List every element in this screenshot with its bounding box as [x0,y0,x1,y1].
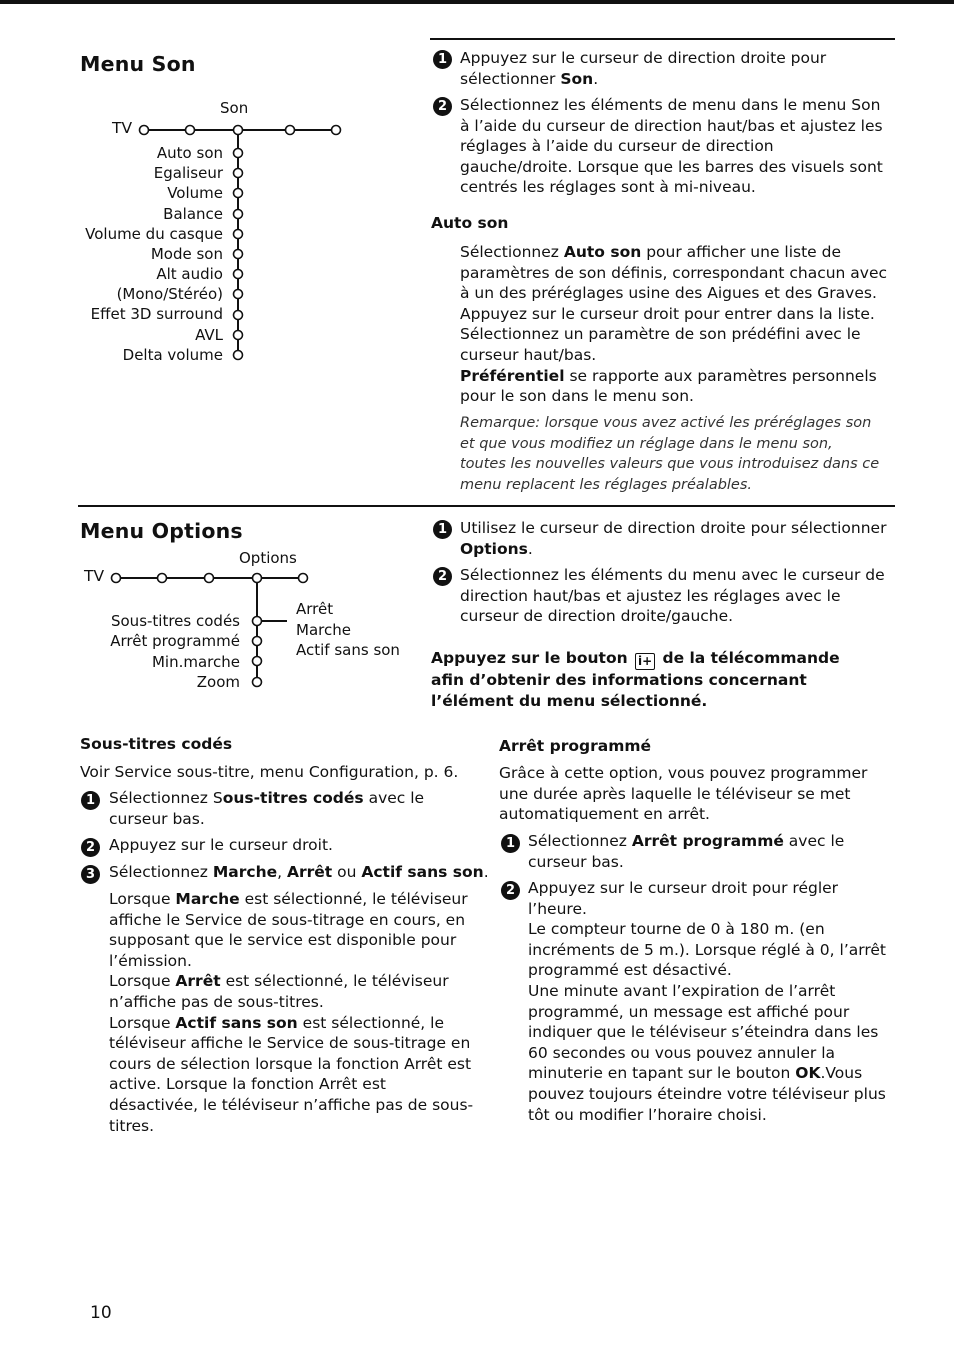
step-number-3: 3 [81,865,100,884]
son-item: Volume [167,184,223,202]
auto-son-heading: Auto son [431,214,509,232]
info-button-icon: i+ [635,653,655,670]
son-item: Alt audio [156,265,223,283]
options-sub-option: Actif sans son [296,641,400,659]
son-item: Egaliseur [153,164,223,182]
sous-titres-step1: Sélectionnez Sous-titres codés avec le curseur bas. [109,789,425,828]
step-number-2: 2 [433,97,452,116]
page-number: 10 [90,1303,112,1323]
son-tv-label: TV [112,119,133,137]
son-menu-label: Son [220,99,249,117]
auto-son-p1: Sélectionnez Auto son pour afficher une liste de paramètres de son définis, correspondant chacun avec à un des préréglages usine des Aigues et des Graves. Appuyez sur le curseur droit pour entrer dans la liste. Sélectionnez un paramètre de son prédéfini avec le curseur haut/bas. Préférentiel se rapporte aux paramètres personnels pour le son dans le menu son. [460,243,888,406]
sous-titres-intro: Voir Service sous-titre, menu Configuration, p. 6. [80,763,459,781]
sous-titres-details: Lorsque Marche est sélectionné, le téléviseur affiche le Service de sous-titrage en cours, en supposant que le service est disponible pour l’émission. Lorsque Arrêt est sélectionné, le téléviseur n’affiche pas de sous-titres. Lorsque Actif sans son est sélectionné, le téléviseur affiche le Service de sous-titrage en cours de sélection lorsque la fonction Arrêt est active. Lorsque la fonction Arrêt est désactivée, le téléviseur n’affiche pas de sous-titres. [109,890,474,1135]
top-border [0,0,954,4]
options-item: Min.marche [151,653,240,671]
arret-step2: Appuyez sur le curseur droit pour régler l’heure. Le compteur tourne de 0 à 180 m. (en incréments de 5 m.). Lorsque réglé à 0, l’arrêt programmé est désactivé. Une minute avant l’expiration de l’arrêt programmé, un message est affiché pour indiquer que le téléviseur s’éteindra dans les 60 secondes ou vous pouvez annuler la minuterie en tapant sur le bouton OK.Vous pouvez toujours éteindre votre téléviseur plus tôt ou modifier l’horaire choisi. [528,879,886,1124]
options-step1: Utilisez le curseur de direction droite pour sélectionner Options. [460,519,887,558]
auto-son-note: Remarque: lorsque vous avez activé les préréglages son et que vous modifiez un réglage dans le menu son, toutes les nouvelles valeurs que vous introduisez dans ce menu replacent les réglages préalables. [460,415,880,493]
step-number-1: 1 [501,834,520,853]
son-item: Volume du casque [85,225,223,243]
section-rule-son [430,38,895,40]
son-step1: Appuyez sur le curseur de direction droite pour sélectionner Son. [460,49,827,88]
info-instruction: Appuyez sur le bouton i+ de la télécommande afin d’obtenir des informations concernant l’élément du menu sélectionné. [431,649,840,710]
step-number-1: 1 [81,791,100,810]
arret-heading: Arrêt programmé [499,737,652,755]
options-step2: Sélectionnez les éléments du menu avec le curseur de direction haut/bas et ajustez les réglages avec le curseur de direction droite/gauche. [460,566,885,626]
son-item: Effet 3D surround [90,305,223,323]
options-item: Sous-titres codés [110,612,240,630]
son-item: Mode son [150,245,223,263]
step-number-2: 2 [433,567,452,586]
son-item: Balance [163,205,223,223]
son-item: Auto son [156,144,223,162]
options-item: Zoom [196,673,240,691]
menu-son-title: Menu Son [80,52,196,76]
son-item: Delta volume [122,346,223,364]
step-number-1: 1 [433,50,452,69]
menu-options-title: Menu Options [80,519,243,543]
options-sub-option: Marche [296,621,351,639]
sous-titres-step2: Appuyez sur le curseur droit. [109,836,333,854]
options-menu-label: Options [239,549,297,567]
sous-titres-heading: Sous-titres codés [80,735,233,753]
son-step2: Sélectionnez les éléments de menu dans le menu Son à l’aide du curseur de direction haut/bas et ajustez les réglages à l’aide du curseur de direction gauche/droite. Lorsque que les barres des visuels sont centrés les réglages sont à mi-niveau. [460,96,883,197]
step-number-2: 2 [501,881,520,900]
options-sub-option: Arrêt [296,600,334,618]
section-rule-options [78,505,895,507]
options-tv-label: TV [84,567,105,585]
step-number-2: 2 [81,838,100,857]
sous-titres-step3: Sélectionnez Marche, Arrêt ou Actif sans son. [109,863,489,881]
arret-intro: Grâce à cette option, vous pouvez programmer une durée après laquelle le téléviseur se met automatiquement en arrêt. [499,764,868,824]
options-item: Arrêt programmé [110,632,240,650]
son-item: (Mono/Stéréo) [116,285,223,303]
son-item: AVL [195,326,223,344]
arret-step1: Sélectionnez Arrêt programmé avec le curseur bas. [528,832,845,871]
step-number-1: 1 [433,520,452,539]
